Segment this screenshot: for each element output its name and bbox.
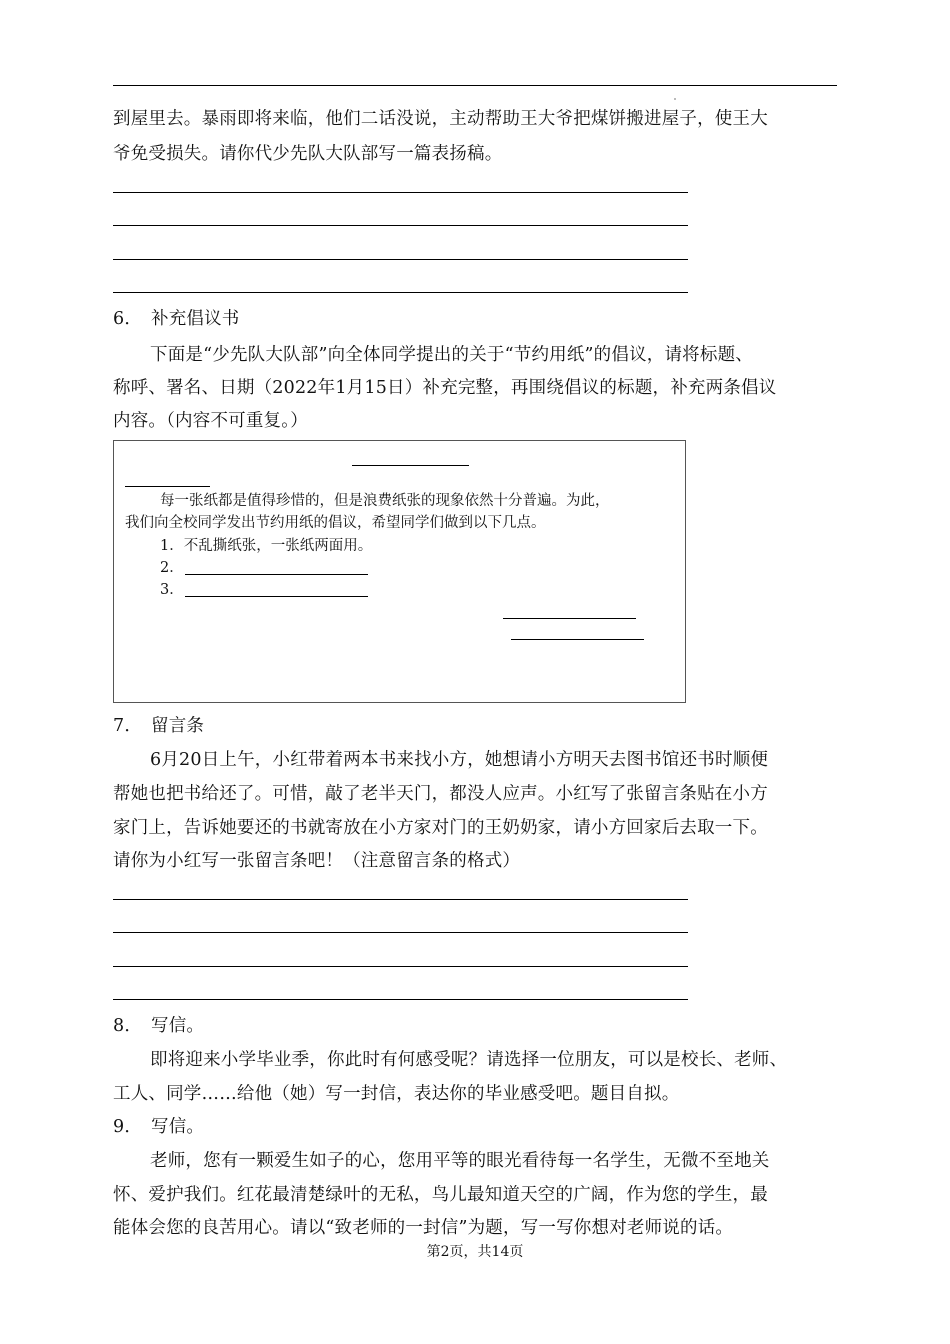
q9-body-line-2: 怀、爱护我们。红花最清楚绿叶的无私，鸟儿最知道天空的广阔，作为您的学生，最 [113, 1185, 768, 1205]
title-blank[interactable] [352, 465, 469, 466]
q7-body-line-2: 帮她也把书给还了。可惜，敲了老半天门，都没人应声。小红写了张留言条贴在小方 [113, 784, 768, 804]
q5-continuation-line-2: 爷免受损失。请你代少先队大队部写一篇表扬稿。 [113, 144, 503, 164]
question-8-heading [113, 1010, 833, 1043]
proposal-item-1: 1．不乱撕纸张，一张纸两面用。 [160, 538, 373, 554]
proposal-item-2-label: 2． [160, 560, 184, 576]
q8-body-line-2: 工人、同学……给他（她）写一封信，表达你的毕业感受吧。题目自拟。 [113, 1084, 680, 1104]
proposal-text-line-2: 我们向全校同学发出节约用纸的倡议，希望同学们做到以下几点。 [125, 515, 546, 531]
question-6-heading [113, 303, 833, 336]
question-title: 补充倡议书 [151, 309, 240, 329]
question-7-heading [113, 710, 833, 743]
proposal-item-2-blank[interactable] [185, 574, 368, 575]
answer-line[interactable] [113, 192, 688, 193]
q6-body-line-3: 内容。（内容不可重复。） [113, 411, 308, 431]
proposal-item-3-label: 3． [160, 582, 184, 598]
header-rule [113, 85, 837, 86]
q7-body-line-4: 请你为小红写一张留言条吧！（注意留言条的格式） [113, 851, 521, 871]
answer-line[interactable] [113, 259, 688, 260]
signature-blank[interactable] [503, 618, 636, 619]
q5-continuation-line-1: 到屋里去。暴雨即将来临，他们二话没说，主动帮助王大爷把煤饼搬进屋子，使王大 [113, 109, 768, 129]
q7-body-line-3: 家门上，告诉她要还的书就寄放在小方家对门的王奶奶家，请小方回家后去取一下。 [113, 818, 768, 838]
page-footer: 第2页，共14页 [426, 1244, 524, 1260]
question-number: 6． [113, 309, 143, 329]
salutation-blank[interactable] [125, 486, 210, 487]
answer-line[interactable] [113, 966, 688, 967]
q9-body-line-1: 老师，您有一颗爱生如子的心，您用平等的眼光看待每一名学生，无微不至地关 [150, 1151, 770, 1171]
answer-line[interactable] [113, 999, 688, 1000]
question-number: 8． [113, 1016, 143, 1036]
date-blank[interactable] [511, 639, 644, 640]
q8-body-line-1: 即将迎来小学毕业季，你此时有何感受呢？请选择一位朋友，可以是校长、老师、 [150, 1050, 788, 1070]
question-title: 写信。 [151, 1117, 205, 1137]
q9-body-line-3: 能体会您的良苦用心。请以“致老师的一封信”为题，写一写你想对老师说的话。 [113, 1218, 734, 1238]
proposal-text-line-1: 每一张纸都是值得珍惜的，但是浪费纸张的现象依然十分普遍。为此， [160, 493, 610, 509]
question-title: 写信。 [151, 1016, 205, 1036]
answer-line[interactable] [113, 899, 688, 900]
q6-body-line-1: 下面是“少先队大队部”向全体同学提出的关于“节约用纸”的倡议，请将标题、 [150, 345, 753, 365]
question-9-heading [113, 1111, 833, 1144]
question-title: 留言条 [151, 716, 205, 736]
q7-body-line-1: 6月20日上午，小红带着两本书来找小方，她想请小方明天去图书馆还书时顺便 [150, 750, 769, 770]
answer-line[interactable] [113, 225, 688, 226]
q6-body-line-2: 称呼、署名、日期（2022年1月15日）补充完整，再围绕倡议的标题，补充两条倡议 [113, 378, 777, 398]
answer-line[interactable] [113, 932, 688, 933]
answer-line[interactable] [113, 292, 688, 293]
speck [674, 98, 676, 100]
proposal-item-3-blank[interactable] [185, 596, 368, 597]
question-number: 7． [113, 716, 143, 736]
proposal-letter-box [113, 440, 686, 703]
question-number: 9． [113, 1117, 143, 1137]
